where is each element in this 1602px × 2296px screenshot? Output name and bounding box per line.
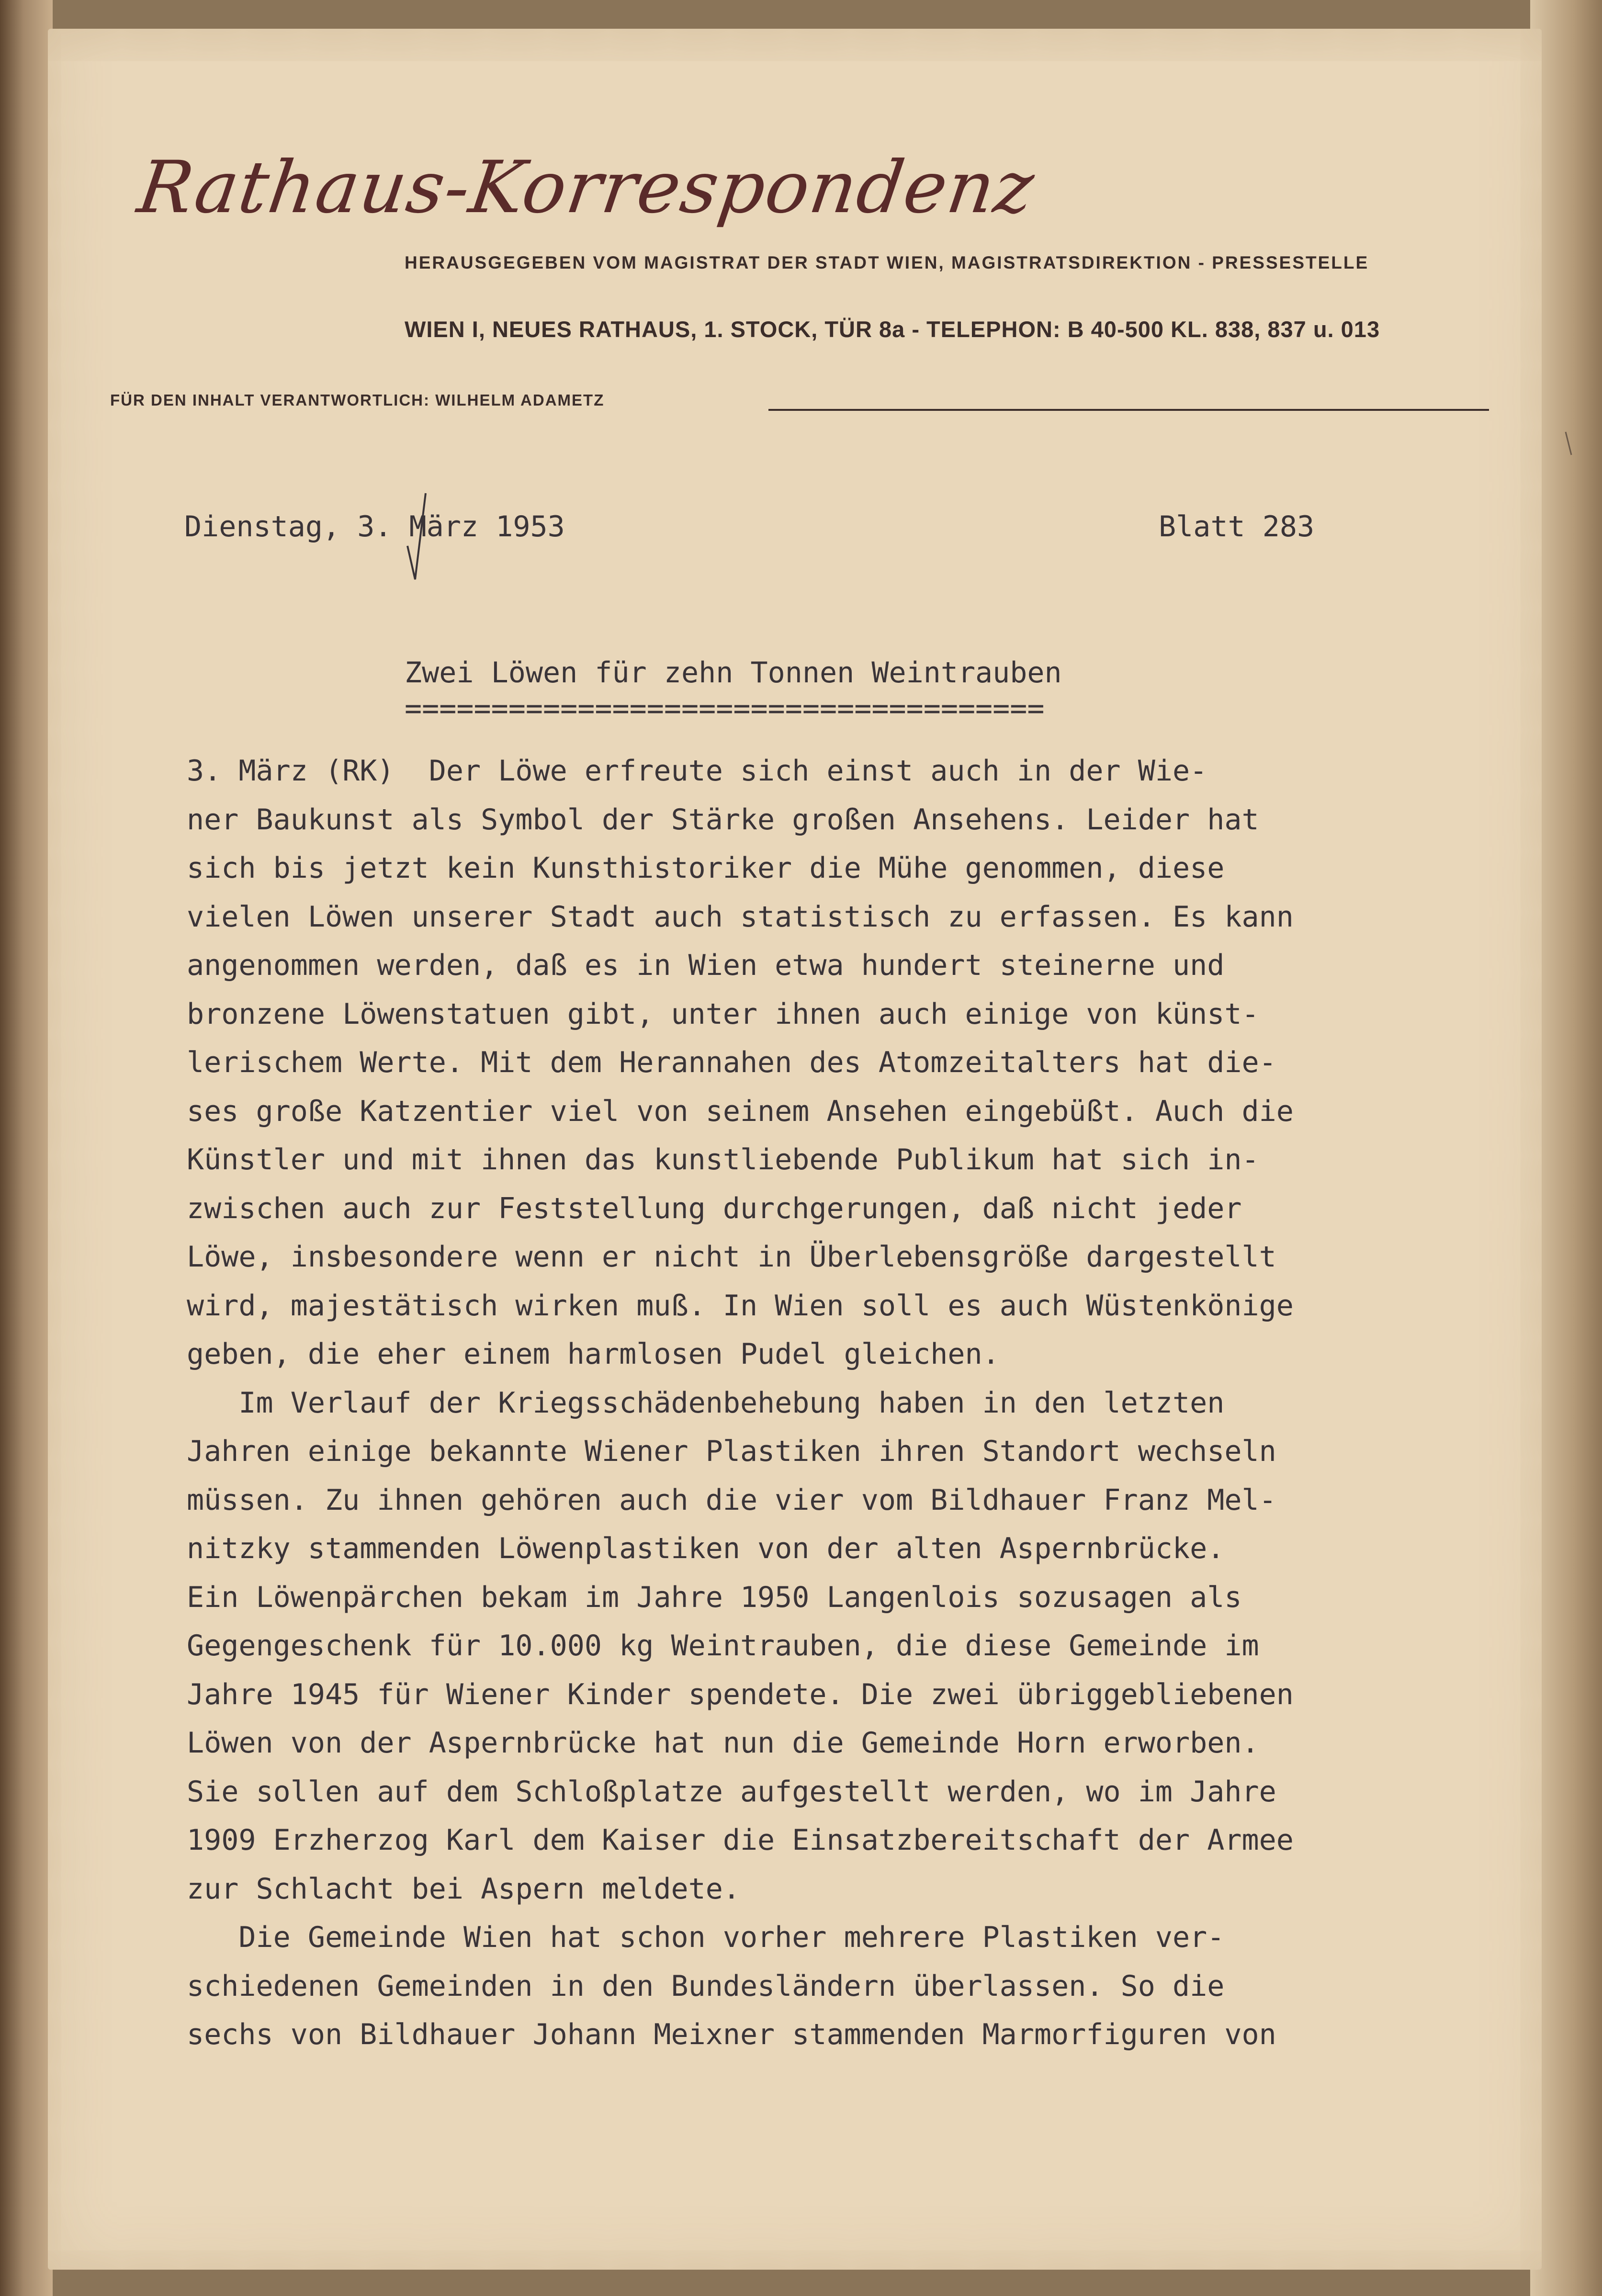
body-line: nitzky stammenden Löwenplastiken von der alten Aspernbrücke. <box>187 1532 1225 1565</box>
body-line: sich bis jetzt kein Kunsthistoriker die Mühe genommen, diese <box>187 851 1225 885</box>
body-line: schiedenen Gemeinden in den Bundesländern überlassen. So die <box>187 1969 1225 2003</box>
body-line: angenommen werden, daß es in Wien etwa hundert steinerne und <box>187 949 1225 982</box>
body-line: ses große Katzentier viel von seinem Ansehen eingebüßt. Auch die <box>187 1094 1294 1128</box>
body-line: Im Verlauf der Kriegsschädenbehebung haben in den letzten <box>187 1386 1225 1420</box>
date-line: Dienstag, 3. März 1953 <box>184 510 565 543</box>
check-mark-icon <box>405 488 429 584</box>
body-line: Ein Löwenpärchen bekam im Jahre 1950 Langenlois sozusagen als <box>187 1580 1242 1614</box>
sheet-number: Blatt 283 <box>1159 510 1315 543</box>
body-line: ner Baukunst als Symbol der Stärke großen Ansehens. Leider hat <box>187 803 1259 837</box>
body-line: geben, die eher einem harmlosen Pudel gleichen. <box>187 1337 1000 1371</box>
publisher-line: HERAUSGEGEBEN VOM MAGISTRAT DER STADT WIEN, MAGISTRATSDIREKTION - PRESSESTELLE <box>405 253 1369 272</box>
article-body <box>187 747 1479 2059</box>
body-line: Jahre 1945 für Wiener Kinder spendete. Die zwei übriggebliebenen <box>187 1677 1294 1711</box>
responsible-editor-line: FÜR DEN INHALT VERANTWORTLICH: WILHELM ADAMETZ <box>110 391 605 409</box>
body-line: Gegengeschenk für 10.000 kg Weintrauben, die diese Gemeinde im <box>187 1629 1259 1663</box>
body-line: Sie sollen auf dem Schloßplatze aufgestellt werden, wo im Jahre <box>187 1775 1276 1809</box>
body-line: 1909 Erzherzog Karl dem Kaiser die Einsatzbereitschaft der Armee <box>187 1823 1294 1857</box>
body-line: Künstler und mit ihnen das kunstliebende Publikum hat sich in- <box>187 1143 1259 1176</box>
headline: Zwei Löwen für zehn Tonnen Weintrauben <box>405 656 1062 690</box>
body-line: sechs von Bildhauer Johann Meixner stammenden Marmorfiguren von <box>187 2018 1276 2051</box>
body-line: müssen. Zu ihnen gehören auch die vier vom Bildhauer Franz Mel- <box>187 1483 1276 1517</box>
body-line: lerischem Werte. Mit dem Herannahen des Atomzeitalters hat die- <box>187 1046 1276 1079</box>
body-line: Löwe, insbesondere wenn er nicht in Überlebensgröße dargestellt <box>187 1240 1276 1274</box>
body-line: bronzene Löwenstatuen gibt, unter ihnen auch einige von künst- <box>187 997 1259 1031</box>
body-line: Löwen von der Aspernbrücke hat nun die Gemeinde Horn erworben. <box>187 1726 1259 1760</box>
body-line: zwischen auch zur Feststellung durchgerungen, daß nicht jeder <box>187 1191 1242 1225</box>
body-line: zur Schlacht bei Aspern meldete. <box>187 1872 740 1906</box>
body-line: 3. März (RK) Der Löwe erfreute sich einst auch in der Wie- <box>187 754 1207 788</box>
body-line: Jahren einige bekannte Wiener Plastiken ihren Standort wechseln <box>187 1435 1276 1468</box>
document-page <box>48 29 1542 2270</box>
masthead-title: Rathaus-Korrespondenz <box>133 146 1040 229</box>
body-line: Die Gemeinde Wien hat schon vorher mehrere Plastiken ver- <box>187 1921 1225 1954</box>
binding-spine <box>0 0 53 2296</box>
body-line: vielen Löwen unserer Stadt auch statistisch zu erfassen. Es kann <box>187 900 1294 934</box>
masthead-rule <box>768 409 1489 411</box>
headline-underline: ===================================== <box>405 692 1045 725</box>
margin-mark <box>1565 431 1572 456</box>
body-line: wird, majestätisch wirken muß. In Wien soll es auch Wüstenkönige <box>187 1289 1294 1323</box>
address-line: WIEN I, NEUES RATHAUS, 1. STOCK, TÜR 8a - TELEPHON: B 40-500 KL. 838, 837 u. 013 <box>405 317 1380 342</box>
